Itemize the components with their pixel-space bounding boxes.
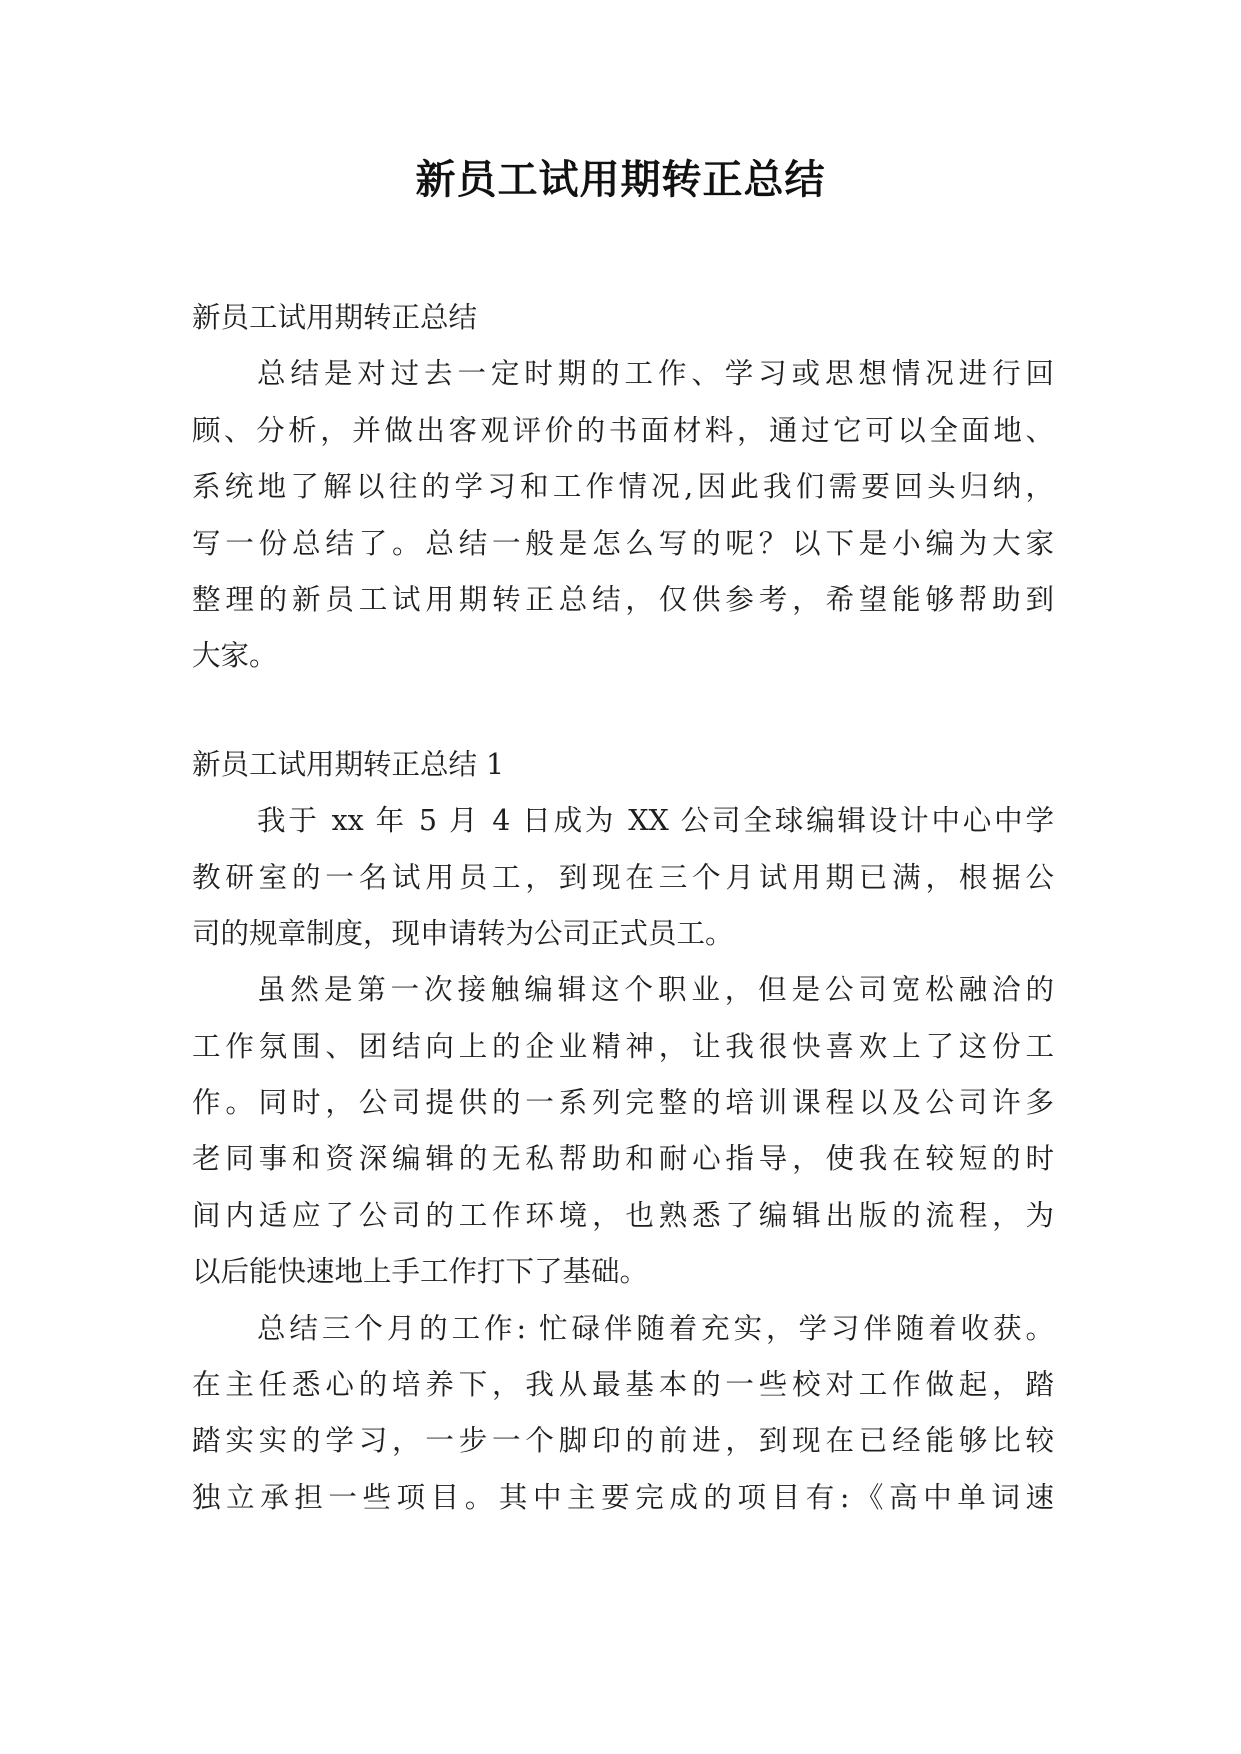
text-line: 大家。	[192, 639, 278, 673]
document-title: 新员工试用期转正总结	[415, 156, 826, 203]
text-line: 总结是对过去一定时期的工作、学习或思想情况进行回	[257, 357, 1054, 391]
text-line: 以后能快速地上手工作打下了基础。	[192, 1255, 649, 1289]
text-line: 工作氛围、团结向上的企业精神，让我很快喜欢上了这份工	[192, 1029, 1054, 1063]
text-line: 间内适应了公司的工作环境，也熟悉了编辑出版的流程，为	[192, 1198, 1054, 1232]
text-line: 整理的新员工试用期转正总结，仅供参考，希望能够帮助到	[192, 582, 1054, 616]
text-line: 顾、分析，并做出客观评价的书面材料，通过它可以全面地、	[192, 413, 1054, 447]
text-line: 教研室的一名试用员工，到现在三个月试用期已满，根据公	[192, 860, 1054, 894]
text-line: 踏实实的学习，一步一个脚印的前进，到现在已经能够比较	[192, 1424, 1054, 1458]
text-line: 作。同时，公司提供的一系列完整的培训课程以及公司许多	[192, 1086, 1054, 1120]
text-line: 虽然是第一次接触编辑这个职业，但是公司宽松融洽的	[257, 973, 1054, 1007]
document-body	[192, 290, 1054, 1526]
text-line: 系统地了解以往的学习和工作情况,因此我们需要回头归纳，	[192, 470, 1054, 504]
text-line: 独立承担一些项目。其中主要完成的项目有:《高中单词速	[192, 1480, 1054, 1514]
text-line: 老同事和资深编辑的无私帮助和耐心指导，使我在较短的时	[192, 1142, 1054, 1176]
section-gap	[192, 685, 1054, 737]
text-line: 总结三个月的工作: 忙碌伴随着充实，学习伴随着收获。	[257, 1311, 1054, 1345]
text-line: 在主任悉心的培养下，我从最基本的一些校对工作做起，踏	[192, 1368, 1054, 1402]
text-line: 写一份总结了。总结一般是怎么写的呢？以下是小编为大家	[192, 526, 1054, 560]
text-line: 我于 xx 年 5 月 4 日成为 XX 公司全球编辑设计中心中学	[257, 804, 1054, 838]
text-line: 司的规章制度，现申请转为公司正式员工。	[192, 916, 734, 950]
section-heading: 新员工试用期转正总结 1	[192, 747, 505, 781]
intro-heading: 新员工试用期转正总结	[192, 301, 478, 334]
